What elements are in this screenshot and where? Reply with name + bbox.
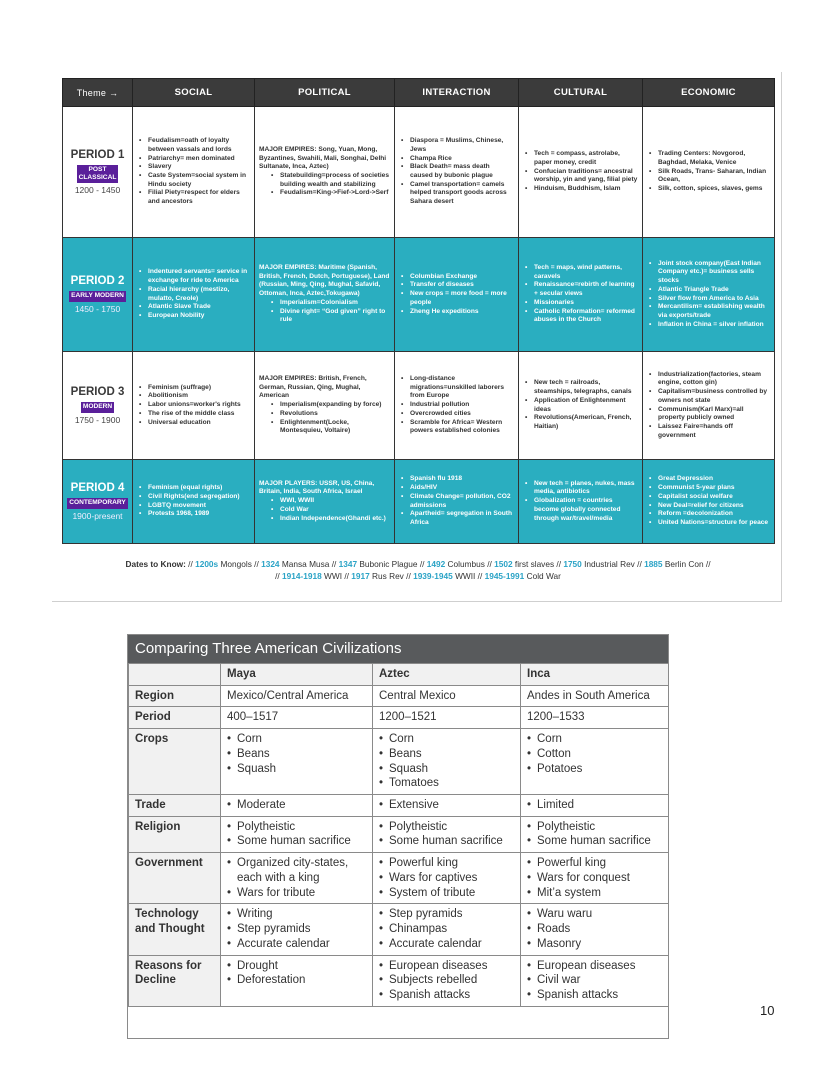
civ-item-list bbox=[527, 907, 662, 951]
interaction-item: • Apartheid= segregation in South Africa bbox=[399, 510, 514, 527]
civ-item: • Accurate calendar bbox=[227, 937, 366, 952]
interaction-cell bbox=[395, 352, 519, 460]
social-item-list bbox=[137, 268, 250, 320]
civ-column-header-row bbox=[129, 664, 669, 686]
economic-item: • United Nations=structure for peace bbox=[647, 519, 770, 528]
civ-item-list bbox=[527, 959, 662, 1003]
date-event: Berlin Con bbox=[664, 559, 704, 569]
period-cell bbox=[63, 460, 133, 544]
economic-item: • Industrialization(factories, steam engine, cotton gin) bbox=[647, 371, 770, 388]
civ-value: Central Mexico bbox=[379, 689, 456, 702]
political-header: POLITICAL bbox=[255, 79, 395, 107]
civ-item: • European diseases bbox=[527, 959, 662, 974]
date-year: 1347 bbox=[338, 559, 358, 569]
political-intro: MAJOR EMPIRES: British, French, German, Russian, Qing, Mughal, American bbox=[259, 375, 367, 400]
civ-item: • Spanish attacks bbox=[379, 988, 514, 1003]
interaction-item: • Industrial pollution bbox=[399, 401, 514, 410]
economic-item-list bbox=[647, 260, 770, 330]
civ-item-list bbox=[227, 732, 366, 776]
civ-item: • Tomatoes bbox=[379, 776, 514, 791]
period-row bbox=[63, 107, 775, 238]
civ-table bbox=[128, 663, 669, 1007]
civ-item-list bbox=[379, 907, 514, 951]
date-year: 1750 bbox=[563, 559, 582, 569]
cultural-item-list bbox=[523, 379, 638, 431]
political-item-list bbox=[269, 299, 390, 325]
economic-item-list bbox=[647, 150, 770, 194]
cultural-item: • Confucian traditions= ancestral worship, yin and yang, filial piety bbox=[523, 168, 638, 185]
date-event: WWI bbox=[324, 571, 342, 582]
social-item: • Labor unions=worker's rights bbox=[137, 401, 250, 410]
civ-item-list bbox=[379, 732, 514, 791]
date-event: Rus Rev bbox=[372, 571, 404, 582]
social-item: • LGBTQ movement bbox=[137, 502, 250, 511]
civ-row-label: Technology and Thought bbox=[129, 904, 221, 955]
period-row bbox=[63, 238, 775, 352]
era-badge bbox=[81, 402, 114, 412]
social-item: • European Nobility bbox=[137, 312, 250, 321]
civ-cell bbox=[373, 685, 521, 707]
civ-cell bbox=[521, 904, 669, 955]
period-row bbox=[63, 352, 775, 460]
economic-cell bbox=[643, 107, 775, 238]
interaction-cell bbox=[395, 238, 519, 352]
civ-row-label: Region bbox=[129, 685, 221, 707]
civ-row bbox=[129, 729, 669, 795]
civ-row bbox=[129, 707, 669, 729]
political-item: • Indian Independence(Ghandi etc.) bbox=[269, 515, 390, 524]
political-intro: MAJOR EMPIRES: Song, Yuan, Mong, Byzantines, Swahili, Mali, Songhai, Delhi Sultanate, Inca, Aztec) bbox=[259, 145, 387, 171]
interaction-item: • Columbian Exchange bbox=[399, 273, 514, 282]
civ-row-label: Religion bbox=[129, 816, 221, 852]
civ-item-list bbox=[527, 856, 662, 900]
social-item: • Protests 1968, 1989 bbox=[137, 510, 250, 519]
date-year: 1492 bbox=[426, 559, 446, 569]
political-item-list bbox=[269, 172, 390, 198]
economic-item: • Laissez Faire=hands off government bbox=[647, 423, 770, 440]
civ-item: • Deforestation bbox=[227, 973, 366, 988]
era-line: EARLY MODERN bbox=[71, 292, 124, 300]
interaction-item: • Spanish flu 1918 bbox=[399, 475, 514, 484]
social-cell bbox=[133, 107, 255, 238]
civ-cell bbox=[221, 707, 373, 729]
date-year: 1945-1991 bbox=[484, 571, 525, 582]
social-header: SOCIAL bbox=[133, 79, 255, 107]
political-cell bbox=[255, 107, 395, 238]
civ-item: • Powerful king bbox=[379, 856, 514, 871]
civ-item: • Mit’a system bbox=[527, 886, 662, 901]
civ-item: • Cotton bbox=[527, 747, 662, 762]
civ-item: • Step pyramids bbox=[227, 922, 366, 937]
political-intro: MAJOR PLAYERS: USSR, US, China, Britain, India, South Africa, Israel bbox=[259, 479, 375, 496]
social-cell bbox=[133, 352, 255, 460]
civ-item: • Some human sacrifice bbox=[527, 834, 662, 849]
era-line: CLASSICAL bbox=[78, 173, 117, 181]
civ-item: • Corn bbox=[227, 732, 366, 747]
civ-cell bbox=[221, 904, 373, 955]
civ-row-label: Trade bbox=[129, 795, 221, 817]
social-item: • Caste System=social system in Hindu society bbox=[137, 172, 250, 189]
social-item: • Slavery bbox=[137, 163, 250, 172]
economic-item-list bbox=[647, 475, 770, 527]
themes-table bbox=[62, 78, 775, 544]
page-number: 10 bbox=[760, 1003, 775, 1018]
civ-cell bbox=[521, 707, 669, 729]
period-dates: 1900-present bbox=[72, 510, 123, 521]
economic-item: • New Deal=relief for citizens bbox=[647, 502, 770, 511]
period-dates: 1200 - 1450 bbox=[74, 185, 121, 196]
civ-row bbox=[129, 904, 669, 955]
interaction-item-list bbox=[399, 137, 514, 207]
civ-item: • Chinampas bbox=[379, 922, 514, 937]
civ-item-list bbox=[227, 856, 366, 900]
civ-item: • Step pyramids bbox=[379, 907, 514, 922]
civ-cell bbox=[373, 729, 521, 795]
era-line: MODERN bbox=[82, 403, 113, 411]
civ-item: • System of tribute bbox=[379, 886, 514, 901]
cultural-item: • Missionaries bbox=[523, 299, 638, 308]
political-item: • Enlightenment(Locke, Montesquieu, Voltaire) bbox=[269, 419, 390, 436]
period-dates: 1750 - 1900 bbox=[74, 414, 121, 425]
period-cell bbox=[63, 352, 133, 460]
civ-cell bbox=[373, 707, 521, 729]
economic-item: • Great Depression bbox=[647, 475, 770, 484]
era-line: POST bbox=[88, 165, 107, 173]
civ-cell bbox=[521, 729, 669, 795]
themes-card bbox=[52, 72, 782, 602]
social-item: • The rise of the middle class bbox=[137, 410, 250, 419]
civ-item-list bbox=[227, 798, 366, 813]
civ-item: • European diseases bbox=[379, 959, 514, 974]
civ-table-title: Comparing Three American Civilizations bbox=[128, 635, 668, 663]
cultural-item-list bbox=[523, 150, 638, 194]
date-year: 1502 bbox=[494, 559, 513, 569]
economic-item: • Inflation in China = silver inflation bbox=[647, 321, 770, 330]
economic-item: • Silk, cotton, spices, slaves, gems bbox=[647, 185, 770, 194]
date-event: Cold War bbox=[526, 571, 561, 582]
political-item: • Feudalism=King->Fief->Lord->Serf bbox=[269, 189, 390, 198]
interaction-item: • Diaspora = Muslims, Chinese, Jews bbox=[399, 137, 514, 154]
civ-item: • Roads bbox=[527, 922, 662, 937]
civ-cell bbox=[221, 685, 373, 707]
civ-corner-cell bbox=[129, 664, 221, 686]
interaction-cell bbox=[395, 460, 519, 544]
civ-row bbox=[129, 795, 669, 817]
era-badge bbox=[69, 291, 126, 301]
civ-card bbox=[127, 634, 669, 1039]
civ-item: • Beans bbox=[379, 747, 514, 762]
social-item: • Civil Rights(end segregation) bbox=[137, 493, 250, 502]
interaction-item: • Camel transportation= camels helped transport goods across Sahara desert bbox=[399, 181, 514, 207]
economic-item: • Communism(Karl Marx)=all property publicly owned bbox=[647, 406, 770, 423]
civ-cell bbox=[373, 904, 521, 955]
interaction-item: • Black Death= mass death caused by bubonic plague bbox=[399, 163, 514, 180]
interaction-header: INTERACTION bbox=[395, 79, 519, 107]
civ-item: • Corn bbox=[379, 732, 514, 747]
civ-item: • Civil war bbox=[527, 973, 662, 988]
civ-item-list bbox=[379, 959, 514, 1003]
period-name: PERIOD 2 bbox=[70, 275, 125, 288]
civ-cell bbox=[221, 795, 373, 817]
civ-cell bbox=[373, 853, 521, 904]
civ-item: • Extensive bbox=[379, 798, 514, 813]
political-cell bbox=[255, 238, 395, 352]
social-item-list bbox=[137, 137, 250, 207]
civ-item-list bbox=[227, 959, 366, 988]
political-intro: MAJOR EMPIRES: Maritime (Spanish, British, French, Dutch, Portuguese), Land (Russian, Ming, Qing, Mughal, Safavid, Ottoman, Inca, Aztec,Tokugawa) bbox=[259, 264, 390, 298]
cultural-item: • New tech = railroads, steamships, telegraphs, canals bbox=[523, 379, 638, 396]
civ-item: • Masonry bbox=[527, 937, 662, 952]
cultural-item: • Globalization = countries become globally connected through war/travel/media bbox=[523, 497, 638, 523]
date-event: Mansa Musa bbox=[281, 559, 330, 569]
social-item: • Abolitionism bbox=[137, 392, 250, 401]
cultural-cell bbox=[519, 107, 643, 238]
economic-item-list bbox=[647, 371, 770, 441]
civ-item: • Writing bbox=[227, 907, 366, 922]
economic-cell bbox=[643, 238, 775, 352]
civ-value: 1200–1533 bbox=[527, 711, 585, 724]
social-cell bbox=[133, 238, 255, 352]
cultural-item: • New tech = planes, nukes, mass media, antibiotics bbox=[523, 480, 638, 497]
civ-column-aztec: Aztec bbox=[373, 664, 521, 686]
economic-item: • Reform =decolonization bbox=[647, 510, 770, 519]
dates-label: Dates to Know: bbox=[125, 559, 186, 569]
cultural-cell bbox=[519, 460, 643, 544]
political-cell bbox=[255, 460, 395, 544]
cultural-item: • Renaissance=rebirth of learning + secular views bbox=[523, 281, 638, 298]
interaction-item: • Champa Rice bbox=[399, 155, 514, 164]
civ-item: • Potatoes bbox=[527, 762, 662, 777]
economic-item: • Atlantic Triangle Trade bbox=[647, 286, 770, 295]
civ-cell bbox=[521, 955, 669, 1006]
interaction-cell bbox=[395, 107, 519, 238]
interaction-item: • Transfer of diseases bbox=[399, 281, 514, 290]
civ-item: • Moderate bbox=[227, 798, 366, 813]
civ-item: • Beans bbox=[227, 747, 366, 762]
civ-value: Mexico/Central America bbox=[227, 689, 349, 702]
interaction-item: • Overcrowded cities bbox=[399, 410, 514, 419]
civ-cell bbox=[521, 685, 669, 707]
date-year: 1324 bbox=[261, 559, 280, 569]
interaction-item: • New crops = more food = more people bbox=[399, 290, 514, 307]
civ-item: • Squash bbox=[227, 762, 366, 777]
interaction-item: • Long-distance migrations=unskilled laborers from Europe bbox=[399, 375, 514, 401]
social-item: • Indentured servants= service in exchange for ride to America bbox=[137, 268, 250, 285]
date-year: 1914-1918 bbox=[282, 571, 322, 582]
civ-item: • Corn bbox=[527, 732, 662, 747]
cultural-item-list bbox=[523, 480, 638, 524]
economic-item: • Joint stock company(East Indian Company etc.)= business sells stocks bbox=[647, 260, 770, 286]
era-badge bbox=[67, 498, 128, 508]
interaction-item-list bbox=[399, 375, 514, 436]
civ-item-list bbox=[379, 798, 514, 813]
civ-item: • Wars for captives bbox=[379, 871, 514, 886]
themes-header-row bbox=[63, 79, 775, 107]
period-row bbox=[63, 460, 775, 544]
civ-item-list bbox=[527, 820, 662, 849]
civ-item: • Squash bbox=[379, 762, 514, 777]
period-name: PERIOD 1 bbox=[70, 148, 125, 161]
date-event: Industrial Rev bbox=[584, 559, 635, 569]
interaction-item: • Aids/HIV bbox=[399, 484, 514, 493]
civ-column-maya: Maya bbox=[221, 664, 373, 686]
interaction-item-list bbox=[399, 273, 514, 317]
civ-item: • Wars for tribute bbox=[227, 886, 366, 901]
civ-row bbox=[129, 955, 669, 1006]
cultural-item: • Hinduism, Buddhism, Islam bbox=[523, 185, 638, 194]
social-item: • Patriarchy= men dominated bbox=[137, 155, 250, 164]
social-item-list bbox=[137, 384, 250, 428]
civ-row-label: Government bbox=[129, 853, 221, 904]
interaction-item: • Scramble for Africa= Western powers established colonies bbox=[399, 419, 514, 436]
cultural-item: • Catholic Reformation= reformed abuses in the Church bbox=[523, 308, 638, 325]
civ-item: • Drought bbox=[227, 959, 366, 974]
cultural-item: • Application of Enlightenment ideas bbox=[523, 397, 638, 414]
social-cell bbox=[133, 460, 255, 544]
civ-item-list bbox=[227, 820, 366, 849]
economic-item: • Trading Centers: Novgorod, Baghdad, Melaka, Venice bbox=[647, 150, 770, 167]
era-badge bbox=[77, 165, 119, 183]
political-item: • Cold War bbox=[269, 506, 390, 515]
civ-item: • Accurate calendar bbox=[379, 937, 514, 952]
date-event: WWII bbox=[455, 571, 476, 582]
civ-item: • Polytheistic bbox=[527, 820, 662, 835]
civ-cell bbox=[521, 853, 669, 904]
civ-cell bbox=[221, 853, 373, 904]
civ-row-label: Crops bbox=[129, 729, 221, 795]
economic-cell bbox=[643, 460, 775, 544]
period-name: PERIOD 3 bbox=[70, 386, 125, 399]
civ-row bbox=[129, 685, 669, 707]
social-item: • Atlantic Slave Trade bbox=[137, 303, 250, 312]
economic-item: • Capitalist social welfare bbox=[647, 493, 770, 502]
civ-item-list bbox=[227, 907, 366, 951]
date-event: Columbus bbox=[447, 559, 485, 569]
political-item: • Divine right= “God given” right to rule bbox=[269, 308, 390, 325]
economic-item: • Capitalism=business controlled by owners not state bbox=[647, 388, 770, 405]
civ-item-list bbox=[379, 820, 514, 849]
period-cell bbox=[63, 238, 133, 352]
social-item: • Feminism (equal rights) bbox=[137, 484, 250, 493]
civ-row bbox=[129, 853, 669, 904]
date-event: Bubonic Plague bbox=[359, 559, 418, 569]
civ-item: • Some human sacrifice bbox=[227, 834, 366, 849]
date-year: 1885 bbox=[644, 559, 663, 569]
civ-cell bbox=[373, 816, 521, 852]
economic-cell bbox=[643, 352, 775, 460]
period-cell bbox=[63, 107, 133, 238]
economic-item: • Silk Roads, Trans- Saharan, Indian Ocean, bbox=[647, 168, 770, 185]
economic-header: ECONOMIC bbox=[643, 79, 775, 107]
civ-cell bbox=[373, 955, 521, 1006]
economic-item: • Silver flow from America to Asia bbox=[647, 295, 770, 304]
civ-item: • Spanish attacks bbox=[527, 988, 662, 1003]
period-dates: 1450 - 1750 bbox=[74, 303, 121, 314]
civ-cell bbox=[221, 816, 373, 852]
civ-row bbox=[129, 816, 669, 852]
civ-item: • Limited bbox=[527, 798, 662, 813]
social-item: • Universal education bbox=[137, 419, 250, 428]
cultural-item-list bbox=[523, 264, 638, 325]
date-event: Mongols bbox=[220, 559, 252, 569]
civ-item: • Wars for conquest bbox=[527, 871, 662, 886]
civ-item-list bbox=[379, 856, 514, 900]
date-year: 1200s bbox=[195, 559, 219, 569]
civ-cell bbox=[221, 729, 373, 795]
social-item: • Feudalism=oath of loyalty between vassals and lords bbox=[137, 137, 250, 154]
economic-item: • Communist 5-year plans bbox=[647, 484, 770, 493]
civ-item: • Polytheistic bbox=[379, 820, 514, 835]
cultural-item: • Revolutions(American, French, Haitian) bbox=[523, 414, 638, 431]
civ-cell bbox=[373, 795, 521, 817]
interaction-item: • Zheng He expeditions bbox=[399, 308, 514, 317]
civ-item-list bbox=[527, 798, 662, 813]
political-item: • Imperialism=Colonialism bbox=[269, 299, 390, 308]
cultural-header: CULTURAL bbox=[519, 79, 643, 107]
civ-column-inca: Inca bbox=[521, 664, 669, 686]
date-event: first slaves bbox=[514, 559, 555, 569]
civ-item-list bbox=[527, 732, 662, 776]
cultural-cell bbox=[519, 352, 643, 460]
cultural-cell bbox=[519, 238, 643, 352]
political-item-list bbox=[269, 401, 390, 436]
interaction-item-list bbox=[399, 475, 514, 527]
interaction-item: • Climate Change= pollution, CO2 admissions bbox=[399, 493, 514, 510]
civ-item: • Subjects rebelled bbox=[379, 973, 514, 988]
economic-item: • Mercantilism= establishing wealth via exports/trade bbox=[647, 303, 770, 320]
civ-item: • Powerful king bbox=[527, 856, 662, 871]
theme-header: Theme → bbox=[63, 79, 133, 107]
civ-value: Andes in South America bbox=[527, 689, 650, 702]
civ-item: • Organized city-states, each with a king bbox=[227, 856, 366, 885]
political-cell bbox=[255, 352, 395, 460]
social-item-list bbox=[137, 484, 250, 519]
political-item: • Statebuilding=process of societies building wealth and stabilizing bbox=[269, 172, 390, 189]
social-item: • Racial hierarchy (mestizo, mulatto, Creole) bbox=[137, 286, 250, 303]
civ-row-label: Reasons for Decline bbox=[129, 955, 221, 1006]
civ-item: • Waru waru bbox=[527, 907, 662, 922]
social-item: • Filial Piety=respect for elders and ancestors bbox=[137, 189, 250, 206]
social-item: • Feminism (suffrage) bbox=[137, 384, 250, 393]
civ-value: 400–1517 bbox=[227, 711, 279, 724]
political-item: • WWI, WWII bbox=[269, 497, 390, 506]
political-item: • Imperialism(expanding by force) bbox=[269, 401, 390, 410]
cultural-item: • Tech = compass, astrolabe, paper money, credit bbox=[523, 150, 638, 167]
civ-row-label: Period bbox=[129, 707, 221, 729]
date-year: 1917 bbox=[351, 571, 370, 582]
civ-cell bbox=[521, 795, 669, 817]
dates-to-know: Dates to Know: // 1200s Mongols // 1324 Mansa Musa // 1347 Bubonic Plague // 1492 Columbus // 1502 first slaves // 1750 Industrial Rev // 1885 Berlin Con // // 1914-1918 WWI // 1917 Rus Rev // 1939-1945 WWII // 1945-1991 Cold War bbox=[125, 559, 711, 582]
period-name: PERIOD 4 bbox=[70, 482, 125, 495]
era-line: CONTEMPORARY bbox=[69, 499, 126, 507]
civ-item: • Some human sacrifice bbox=[379, 834, 514, 849]
political-item-list bbox=[269, 497, 390, 523]
civ-cell bbox=[221, 955, 373, 1006]
civ-cell bbox=[521, 816, 669, 852]
date-year: 1939-1945 bbox=[413, 571, 453, 582]
cultural-item: • Tech = maps, wind patterns, caravels bbox=[523, 264, 638, 281]
civ-value: 1200–1521 bbox=[379, 711, 437, 724]
civ-item: • Polytheistic bbox=[227, 820, 366, 835]
political-item: • Revolutions bbox=[269, 410, 390, 419]
